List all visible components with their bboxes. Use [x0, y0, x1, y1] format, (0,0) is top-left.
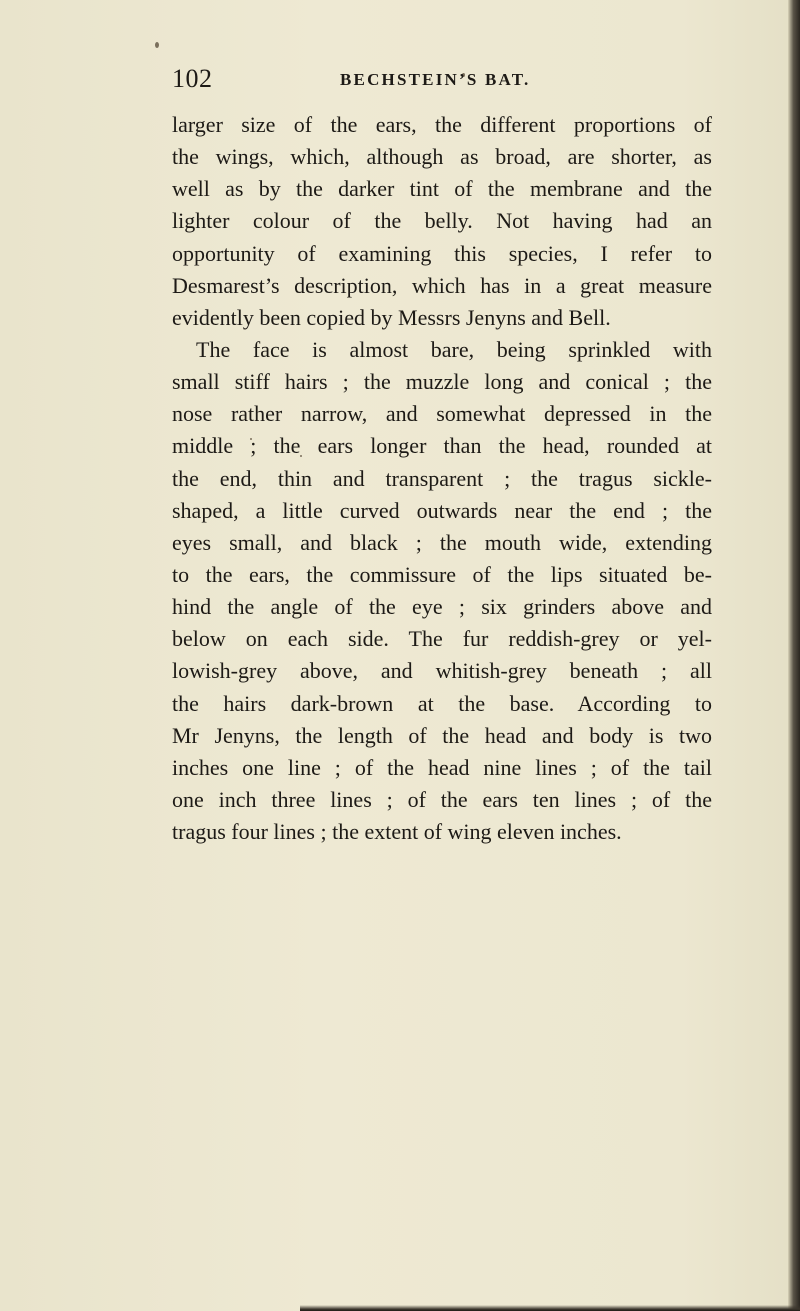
text-line: the wings, which, although as broad, are shorter, as — [172, 144, 712, 170]
running-head: BECHSTEIN’S BAT. — [340, 70, 531, 89]
text-line: Desmarest’s description, which has in a great measure — [172, 272, 712, 298]
text-line: middle ; the ears longer than the head, rounded at — [172, 433, 712, 459]
page-header — [172, 63, 712, 95]
text-line: Mr Jenyns, the length of the head and body is two — [172, 722, 712, 748]
text-line: to the ears, the commissure of the lips situated be- — [172, 561, 712, 587]
text-line: The face is almost bare, being sprinkled with — [196, 336, 712, 362]
text-line: larger size of the ears, the different proportions of — [172, 112, 712, 137]
body-text — [172, 109, 712, 848]
book-edge-shadow — [788, 0, 800, 1311]
text-line: lowish-grey above, and whitish-grey beneath ; all — [172, 658, 712, 684]
text-line: evidently been copied by Messrs Jenyns and Bell. — [172, 304, 611, 330]
text-line: one inch three lines ; of the ears ten lines ; of the — [172, 786, 712, 812]
text-line: inches one line ; of the head nine lines ; of the tail — [172, 754, 712, 780]
text-line: tragus four lines ; the extent of wing eleven inches. — [172, 819, 622, 845]
text-line: eyes small, and black ; the mouth wide, extending — [172, 529, 712, 555]
text-line: nose rather narrow, and somewhat depressed in the — [172, 401, 712, 427]
text-line: the hairs dark-brown at the base. According to — [172, 690, 712, 716]
page-number: 102 — [172, 64, 213, 93]
text-line: lighter colour of the belly. Not having had an — [172, 208, 712, 234]
text-line: hind the angle of the eye ; six grinders above and — [172, 594, 712, 620]
book-edge-shadow — [300, 1305, 800, 1311]
text-line: opportunity of examining this species, I refer to — [172, 240, 712, 266]
text-line: shaped, a little curved outwards near the end ; the — [172, 497, 712, 523]
paper-speck — [155, 42, 159, 48]
text-line: below on each side. The fur reddish-grey or yel- — [172, 626, 712, 652]
text-line: the end, thin and transparent ; the tragus sickle- — [172, 465, 712, 491]
text-line: well as by the darker tint of the membrane and the — [172, 176, 712, 202]
text-line: small stiff hairs ; the muzzle long and conical ; the — [172, 369, 712, 395]
